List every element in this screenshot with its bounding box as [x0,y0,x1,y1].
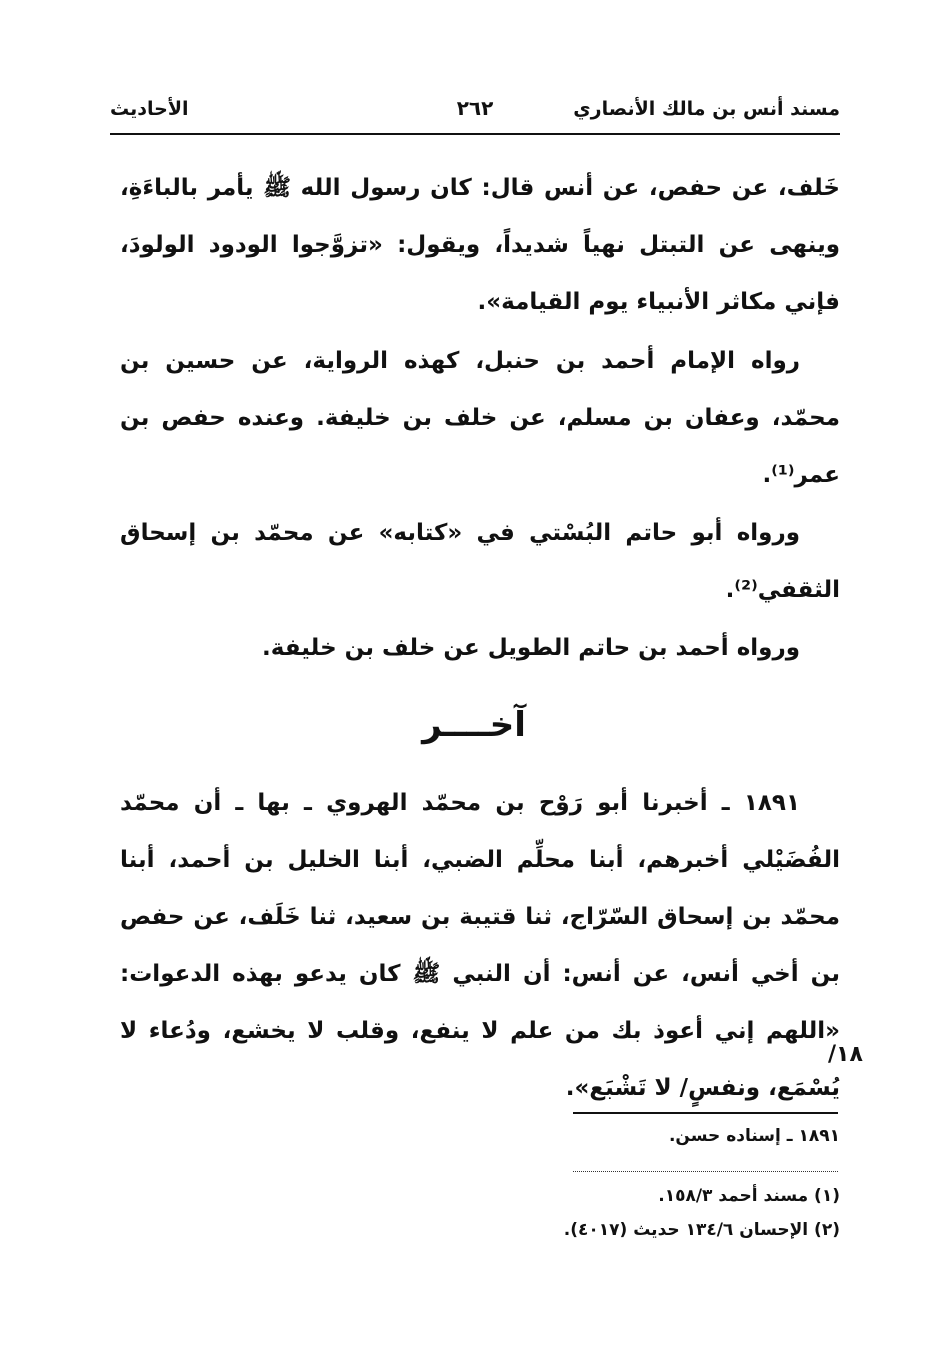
hadith-text: ١٨٩١ ـ أخبرنا أبو رَوْح بن محمّد الهروي ـ بها ـ أن محمّد الفُضَيْلي أخبرهم، أبنا محلِّم الضبي، أبنا الخليل بن أحمد، أبنا محمّد بن إسحاق السّرّاج، ثنا قتيبة بن سعيد، ثنا خَلَف، عن حفص بن أخي أنس، عن أنس: أن النبي ﷺ كان يدعو بهذه الدعوات: «اللهم إني أعوذ بك من علم لا ينفع، وقلب لا يخشع، ودُعاء لا يُسْمَع، ونفسٍ/ لا تَشْبَع». [120,790,840,1101]
paragraph-1: خَلف، عن حفص، عن أنس قال: كان رسول الله ﷺ يأمر بالباءَةِ، وينهى عن التبتل نهياً شديداً، ويقول: «تزوَّجوا الودود الولودَ، فإني مكاثر الأنبياء يوم القيامة». [120,175,840,315]
section-heading: آخــــر [422,705,526,745]
page-header [110,92,840,132]
header-rule [110,133,840,135]
footnote-2: (٢) الإحسان ١٣٤/٦ حديث (٤٠١٧). [563,1220,840,1240]
footnote-dotted-rule [573,1171,838,1172]
running-title: مسند أنس بن مالك الأنصاري [573,98,840,120]
paragraph-2: رواه الإمام أحمد بن حنبل، كهذه الرواية، عن حسين بن محمّد، وعفان بن مسلم، عن خلف بن خليفة. وعنده حفص بن عمر⁽¹⁾. [120,348,840,488]
paragraph-3: ورواه أبو حاتم البُسْتي في «كتابه» عن محمّد بن إسحاق الثقفي⁽²⁾. [120,520,840,603]
paragraph-4: ورواه أحمد بن حاتم الطويل عن خلف بن خليفة. [262,635,800,661]
page-number: ٢٦٢ [456,96,494,120]
margin-folio-mark: ١٨/ [828,1042,863,1067]
section-label: الأحاديث [110,98,189,120]
footnote-hadith: ١٨٩١ ـ إسناده حسن. [668,1126,840,1146]
footnote-rule [573,1112,838,1114]
footnote-1: (١) مسند أحمد ١٥٨/٣. [658,1186,840,1206]
